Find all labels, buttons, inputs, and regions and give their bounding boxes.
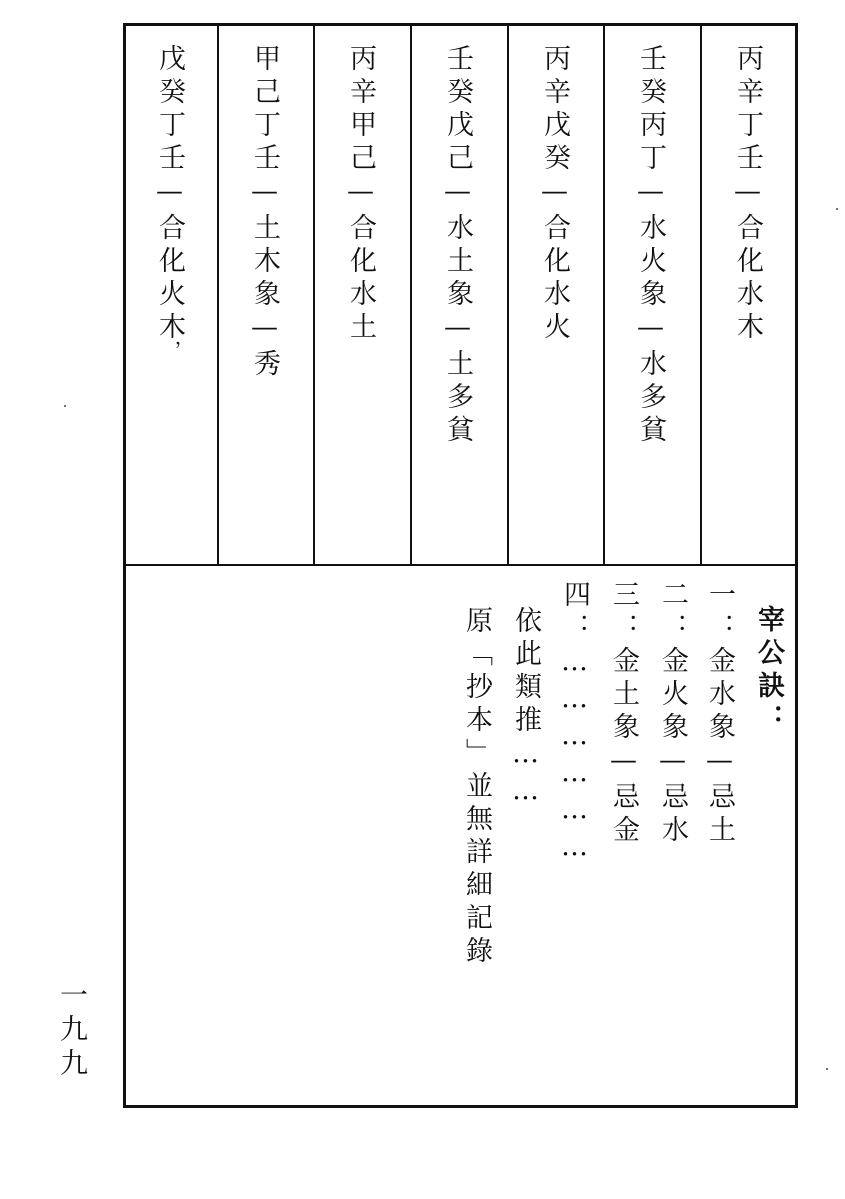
column-divider: [507, 23, 509, 565]
column-divider: [313, 23, 315, 565]
notes-infer: 依此類推……: [510, 606, 541, 812]
table-column-7: 戊癸丁壬—合化火木: [154, 44, 185, 345]
section-divider: [123, 564, 798, 566]
notes-item-3: 三：金土象—忌金: [608, 580, 639, 848]
notes-remark: 原「抄本」並無詳細記錄: [461, 606, 492, 969]
column-divider: [410, 23, 412, 565]
scan-speck: [64, 405, 66, 407]
notes-item-2: 二：金火象—忌水: [657, 580, 688, 848]
scan-speck: [836, 208, 838, 210]
table-column-2: 壬癸丙丁—水火象—水多貧: [635, 44, 666, 448]
table-column-5: 丙辛甲己—合化水土: [345, 44, 376, 345]
column-divider: [217, 23, 219, 565]
notes-item-1: 一：金水象—忌土: [704, 580, 735, 848]
notes-heading: 宰公訣：: [753, 605, 784, 737]
trailing-mark: ，: [158, 340, 182, 366]
column-divider: [603, 23, 605, 565]
scan-speck: [826, 1068, 828, 1070]
table-column-6: 甲己丁壬—土木象—秀: [249, 44, 280, 382]
column-divider: [700, 23, 702, 565]
table-column-3: 丙辛戊癸—合化水火: [539, 44, 570, 345]
table-column-1: 丙辛丁壬—合化水木: [732, 44, 763, 345]
page-number: 一九九: [56, 980, 89, 1082]
table-column-4: 壬癸戊己—水土象—土多貧: [442, 44, 473, 448]
notes-item-4: 四：………………: [559, 580, 590, 868]
